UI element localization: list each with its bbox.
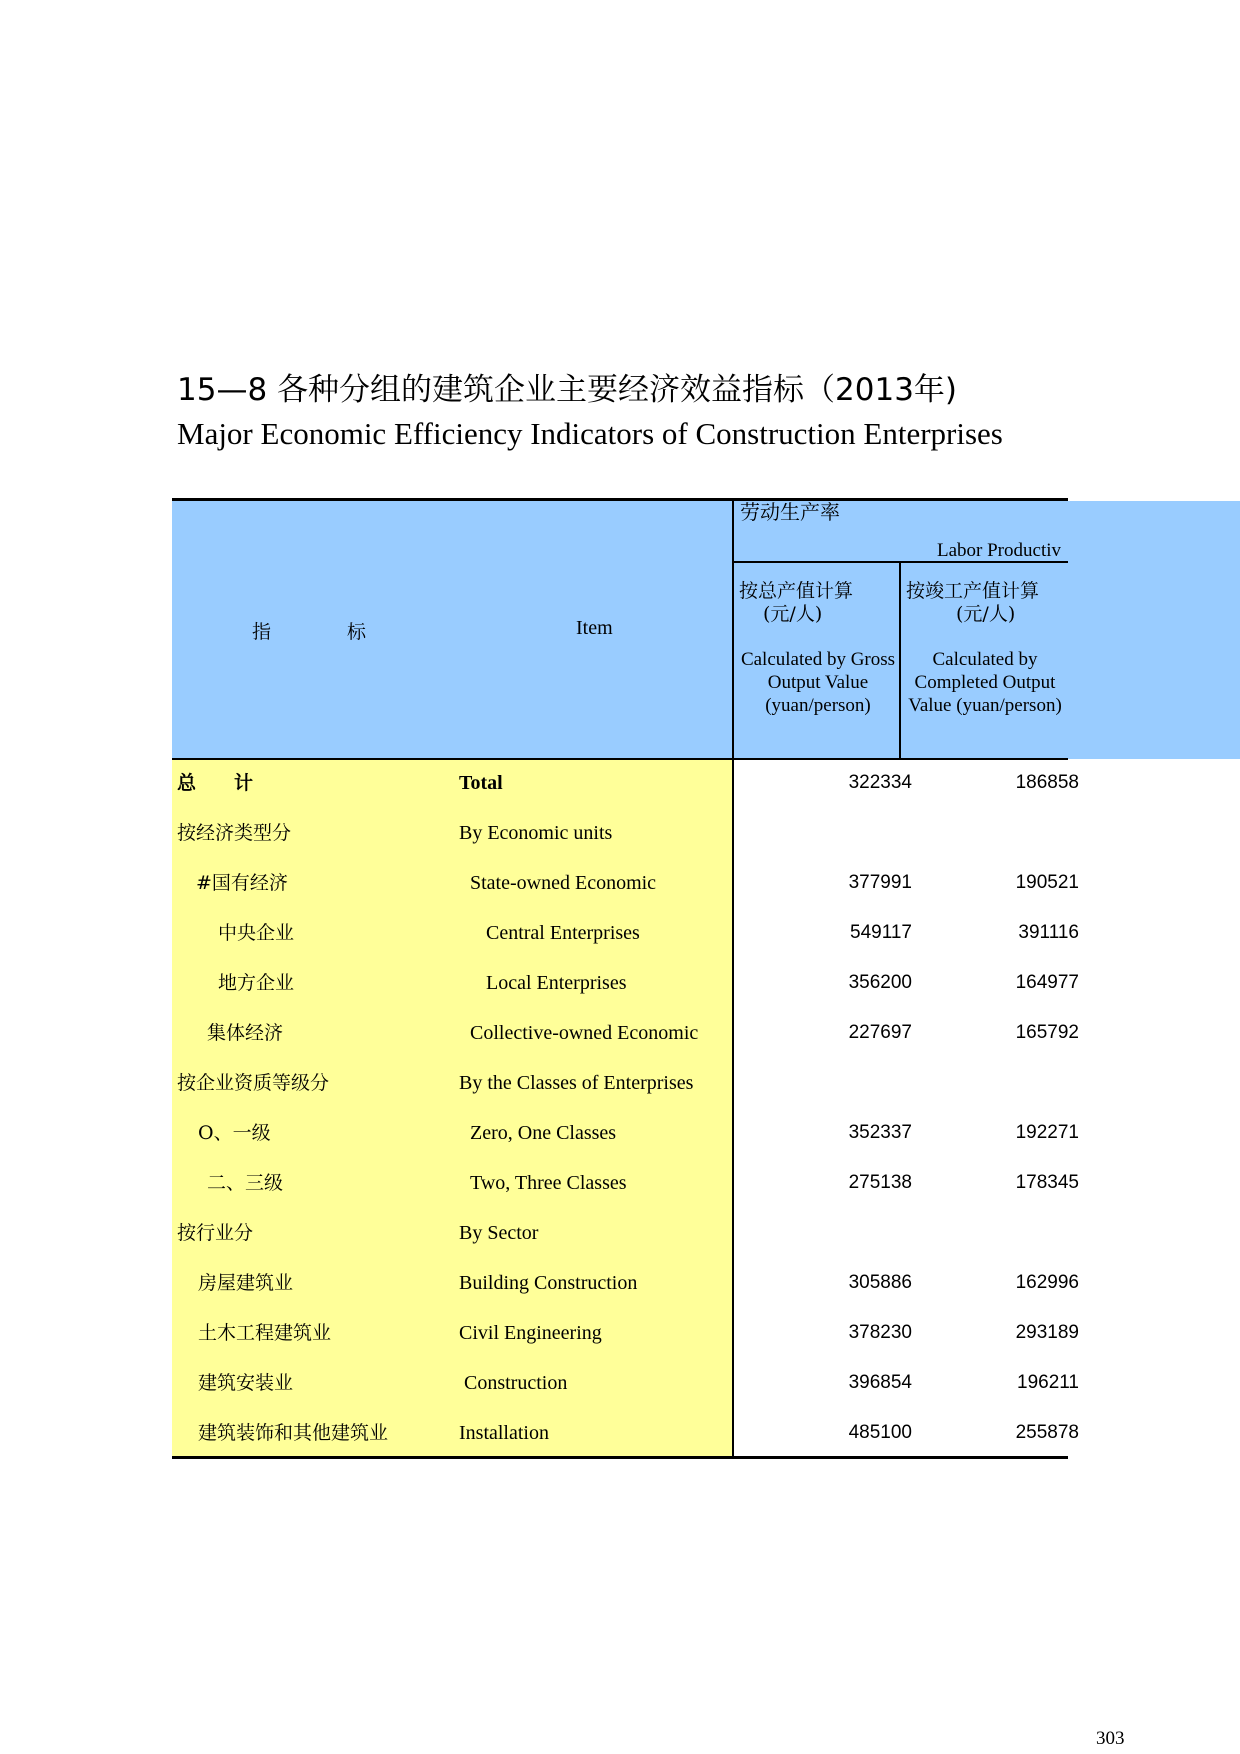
row-label-cn: 地方企业 <box>218 972 295 994</box>
row-value-gross: 356200 <box>848 972 912 993</box>
row-value-gross: 227697 <box>848 1022 912 1043</box>
table-row <box>172 1258 1079 1308</box>
table-bottom-rule <box>172 1456 1068 1459</box>
table-row <box>172 958 1079 1008</box>
row-value-gross: 305886 <box>848 1272 912 1293</box>
row-label-en: Central Enterprises <box>486 922 640 944</box>
row-label-cn: #国有经济 <box>196 872 288 894</box>
row-label-en: State-owned Economic <box>470 872 657 894</box>
row-value-completed: 293189 <box>1015 1322 1079 1343</box>
row-label-cn: 按行业分 <box>177 1222 254 1244</box>
row-value-gross: 377991 <box>848 872 912 893</box>
page-title-en: Major Economic Efficiency Indicators of Construction Enterprises <box>177 416 1003 451</box>
header-col1 <box>735 580 901 717</box>
table-row <box>172 1208 1068 1258</box>
row-label-en: Construction <box>464 1372 568 1394</box>
row-label-en: Zero, One Classes <box>470 1122 617 1144</box>
table-row <box>172 808 1068 858</box>
row-value-completed: 162996 <box>1015 1272 1079 1293</box>
row-value-completed: 178345 <box>1015 1172 1079 1193</box>
header-group-en: Labor Productiv <box>937 540 1062 561</box>
row-label-en: Building Construction <box>459 1272 638 1294</box>
header-col2-en: Calculated by Completed Output Value (yuan/person) <box>908 649 1062 716</box>
header-item-en: Item <box>576 617 613 639</box>
table-row <box>172 1408 1079 1458</box>
table-top-rule <box>172 498 1068 501</box>
row-label-cn: 中央企业 <box>218 922 295 944</box>
row-label-en: By Sector <box>459 1222 539 1244</box>
header-col1-en: Calculated by Gross Output Value (yuan/person) <box>740 649 896 716</box>
header-col1-cn: 按总产值计算 <box>739 580 854 602</box>
table-row <box>172 908 1079 958</box>
subcolumn-divider <box>899 561 901 759</box>
header-col2 <box>902 580 1068 717</box>
table-row <box>172 1058 1068 1108</box>
row-value-gross: 378230 <box>848 1322 912 1343</box>
row-value-gross: 549117 <box>850 922 912 943</box>
row-label-en: Local Enterprises <box>486 972 627 994</box>
row-value-completed: 186858 <box>1015 772 1079 793</box>
header-col2-unit: (元/人) <box>956 603 1016 625</box>
row-value-completed: 165792 <box>1015 1022 1079 1043</box>
row-label-en: Civil Engineering <box>459 1322 602 1344</box>
row-label-en: Total <box>459 772 503 794</box>
table-row <box>172 1008 1079 1058</box>
row-value-gross: 322334 <box>848 772 912 793</box>
row-value-completed: 164977 <box>1015 972 1079 993</box>
row-value-completed: 192271 <box>1015 1122 1079 1143</box>
row-label-en: By the Classes of Enterprises <box>459 1072 694 1094</box>
row-label-cn: 集体经济 <box>207 1022 284 1044</box>
row-label-en: Collective-owned Economic <box>470 1022 699 1044</box>
row-label-cn: 土木工程建筑业 <box>198 1322 332 1344</box>
row-label-cn: 二、三级 <box>207 1172 284 1194</box>
header-group-cn: 劳动生产率 <box>740 500 840 524</box>
row-value-completed: 190521 <box>1015 872 1079 893</box>
row-label-cn: 总 计 <box>177 772 254 794</box>
row-value-gross: 275138 <box>848 1172 912 1193</box>
header-overflow-strip <box>1068 501 1240 759</box>
page-title-cn: 15—8 各种分组的建筑企业主要经济效益指标（2013年) <box>177 372 958 408</box>
header-item-cn: 指 标 <box>252 621 367 643</box>
table-row <box>172 858 1079 908</box>
table-row <box>172 1358 1079 1408</box>
row-value-gross: 396854 <box>848 1372 912 1393</box>
header-col2-cn: 按竣工产值计算 <box>906 580 1040 602</box>
row-value-gross: 352337 <box>848 1122 912 1143</box>
row-label-cn: 按经济类型分 <box>177 822 292 844</box>
row-value-completed: 255878 <box>1015 1422 1079 1443</box>
page-number: 303 <box>1096 1728 1125 1749</box>
row-label-cn: 按企业资质等级分 <box>177 1072 330 1094</box>
row-value-completed: 196211 <box>1017 1372 1079 1393</box>
row-label-en: Installation <box>459 1422 549 1444</box>
header-col1-unit: (元/人) <box>763 603 823 625</box>
row-label-cn: O、一级 <box>198 1122 271 1144</box>
row-label-en: Two, Three Classes <box>470 1172 627 1194</box>
row-label-cn: 建筑安装业 <box>198 1372 294 1394</box>
row-value-completed: 391116 <box>1018 922 1079 943</box>
table-row-total <box>172 758 1079 808</box>
row-label-cn: 房屋建筑业 <box>198 1272 294 1294</box>
row-label-cn: 建筑装饰和其他建筑业 <box>198 1422 389 1444</box>
row-value-gross: 485100 <box>848 1422 912 1443</box>
table-row <box>172 1158 1079 1208</box>
table-row <box>172 1108 1079 1158</box>
row-label-en: By Economic units <box>459 822 613 844</box>
table-row <box>172 1308 1079 1358</box>
